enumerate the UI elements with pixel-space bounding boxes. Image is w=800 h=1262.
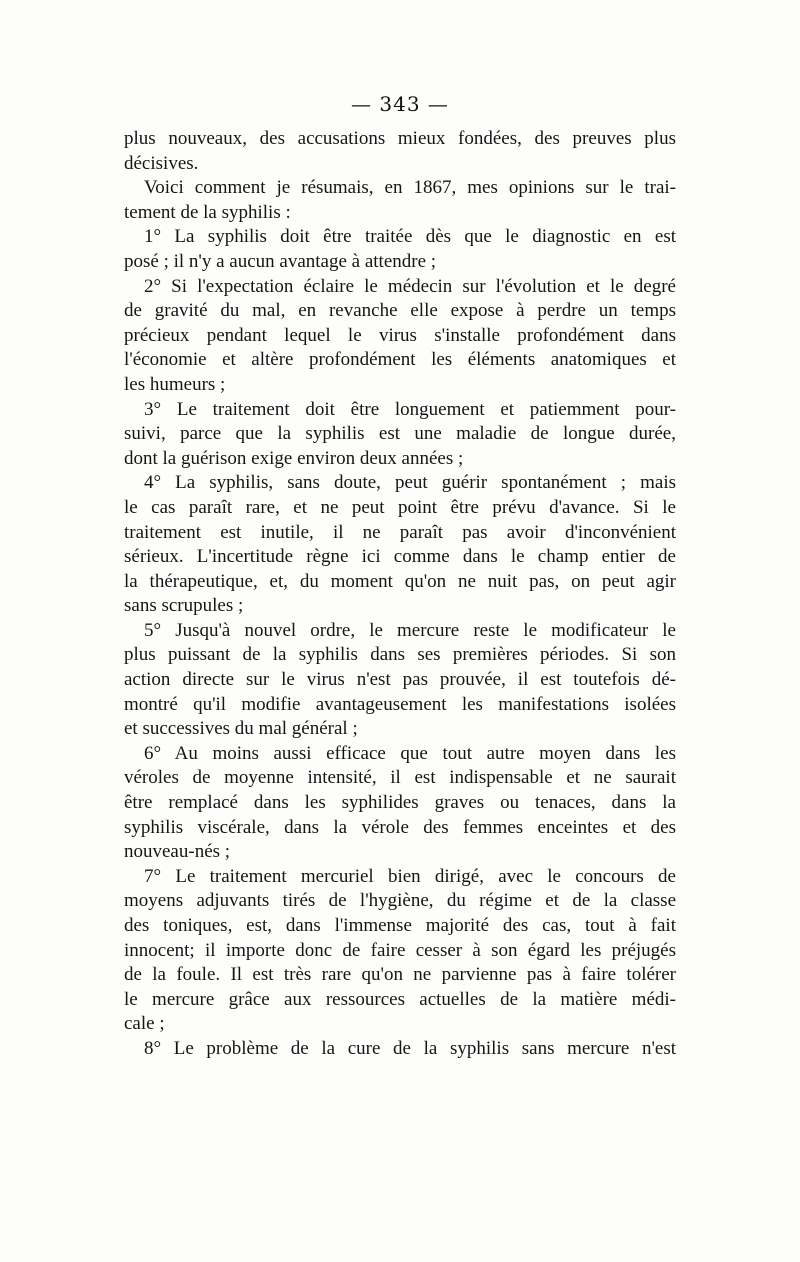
text-line: et successives du mal général ;: [124, 718, 358, 740]
text-line: le cas paraît rare, et ne peut point être prévu d'avance. Si le: [124, 496, 676, 518]
text-line: la thérapeutique, et, du moment qu'on ne nuit pas, on peut agir: [124, 570, 676, 592]
text-line: de la foule. Il est très rare qu'on ne parvienne pas à faire tolérer: [124, 964, 676, 986]
text-line: précieux pendant lequel le virus s'installe profondément dans: [124, 324, 676, 346]
text-line: décisives.: [124, 152, 199, 174]
text-line: 6° Au moins aussi efficace que tout autre moyen dans les: [144, 742, 676, 764]
text-line: montré qu'il modifie avantageusement les manifestations isolées: [124, 693, 676, 715]
text-line: 5° Jusqu'à nouvel ordre, le mercure reste le modificateur le: [144, 619, 676, 641]
text-line: plus puissant de la syphilis dans ses premières périodes. Si son: [124, 644, 676, 666]
text-line: traitement est inutile, il ne paraît pas avoir d'inconvénient: [124, 521, 676, 543]
text-line: les humeurs ;: [124, 373, 226, 395]
page-number: — 343 —: [351, 92, 449, 116]
text-line: posé ; il n'y a aucun avantage à attendre ;: [124, 250, 437, 272]
text-line: 7° Le traitement mercuriel bien dirigé, avec le concours de: [144, 865, 676, 887]
text-line: dont la guérison exige environ deux années ;: [124, 447, 464, 469]
text-line: suivi, parce que la syphilis est une maladie de longue durée,: [124, 423, 676, 445]
text-line: cale ;: [124, 1013, 165, 1035]
text-line: 3° Le traitement doit être longuement et patiemment pour-: [144, 398, 676, 420]
text-line: tement de la syphilis :: [124, 201, 291, 223]
text-line: action directe sur le virus n'est pas prouvée, il est toutefois dé-: [124, 669, 676, 691]
text-line: 1° La syphilis doit être traitée dès que le diagnostic en est: [144, 226, 676, 248]
text-line: Voici comment je résumais, en 1867, mes opinions sur le trai-: [144, 177, 676, 199]
text-line: de gravité du mal, en revanche elle expose à perdre un temps: [124, 300, 676, 322]
text-line: des toniques, est, dans l'immense majorité des cas, tout à fait: [124, 915, 676, 936]
text-line: être remplacé dans les syphilides graves ou tenaces, dans la: [124, 792, 676, 814]
text-line: syphilis viscérale, dans la vérole des femmes enceintes et des: [124, 816, 676, 838]
text-line: sans scrupules ;: [124, 595, 244, 617]
text-line: sérieux. L'incertitude règne ici comme dans le champ entier de: [124, 546, 676, 568]
text-line: l'économie et altère profondément les éléments anatomiques et: [124, 349, 676, 371]
text-line: nouveau-nés ;: [124, 841, 231, 863]
text-line: innocent; il importe donc de faire cesser à son égard les préjugés: [124, 939, 676, 961]
text-line: le mercure grâce aux ressources actuelles de la matière médi-: [124, 988, 676, 1010]
text-line: 4° La syphilis, sans doute, peut guérir spontanément ; mais: [144, 472, 676, 494]
text-line: plus nouveaux, des accusations mieux fondées, des preuves plus: [124, 128, 676, 149]
text-line: 2° Si l'expectation éclaire le médecin sur l'évolution et le degré: [144, 275, 676, 297]
text-line: 8° Le problème de la cure de la syphilis sans mercure n'est: [144, 1037, 676, 1059]
text-line: véroles de moyenne intensité, il est indispensable et ne saurait: [124, 767, 676, 789]
body-text: [124, 127, 676, 1062]
text-line: moyens adjuvants tirés de l'hygiène, du régime et de la classe: [124, 890, 676, 912]
